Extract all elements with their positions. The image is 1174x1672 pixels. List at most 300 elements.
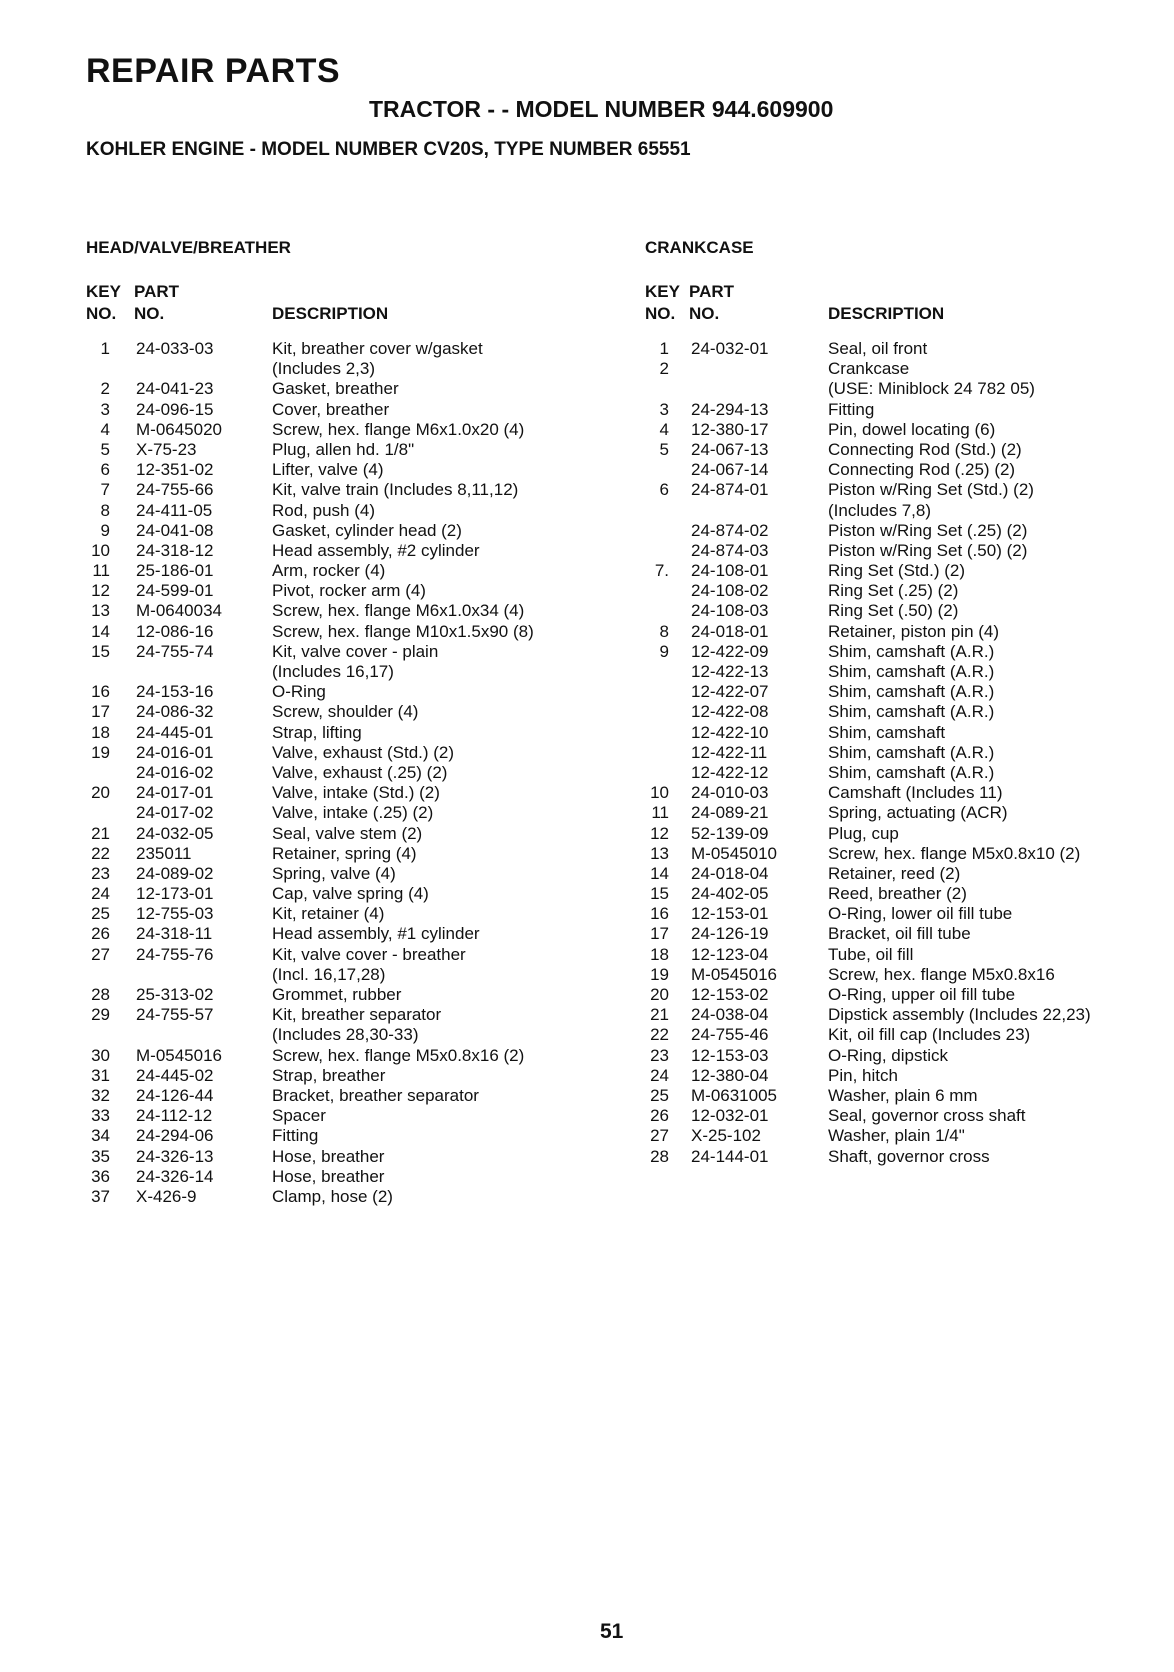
part-description: Head assembly, #1 cylinder [272,924,480,944]
part-number: 12-422-11 [691,742,768,762]
key-number: 15 [650,884,669,904]
key-number: 36 [91,1166,110,1186]
part-description: Kit, breather cover w/gasket [272,339,483,358]
key-number: 27 [650,1126,669,1146]
table-row [86,945,606,965]
key-number: 16 [650,904,669,924]
table-row [645,1025,1165,1045]
part-number: 12-422-09 [691,641,769,661]
part-description: Hose, breather [272,1146,385,1166]
part-number: X-426-9 [136,1186,197,1206]
part-description: Connecting Rod (Std.) (2) [828,439,1022,459]
part-description: Shim, camshaft (A.R.) [828,641,995,661]
table-row [86,1066,606,1086]
key-number: 22 [91,843,110,863]
part-description: O-Ring, dipstick [828,1045,948,1065]
column-headers [86,282,606,326]
part-number: 12-422-08 [691,702,769,722]
table-row [645,763,1165,783]
table-row [86,1025,606,1045]
key-number: 23 [91,863,110,883]
part-number: 24-017-02 [136,803,214,823]
part-description: Washer, plain 6 mm [828,1085,978,1105]
part-description: Strap, breather [272,1065,386,1085]
table-row [86,1086,606,1106]
table-row [645,1046,1165,1066]
key-number: 30 [91,1045,110,1065]
part-description: Screw, hex. flange M10x1.5x90 (8) [272,621,534,641]
crankcase-section [645,238,1165,1167]
part-description: Reed, breather (2) [828,884,967,904]
part-number: 12-153-03 [691,1045,769,1065]
part-number: 25-313-02 [136,985,214,1004]
table-row [645,924,1165,944]
part-description: Cover, breather [272,399,390,419]
part-number: 24-599-01 [136,581,214,601]
part-number: 12-153-02 [691,985,769,1004]
part-number: 12-422-07 [691,682,769,702]
key-number: 10 [91,540,110,560]
table-row [86,1005,606,1025]
table-row [86,1187,606,1207]
part-number: 24-126-19 [691,924,769,944]
table-row [86,924,606,944]
part-description: Seal, oil front [828,339,928,358]
part-description: O-Ring, lower oil fill tube [828,904,1013,924]
table-row [645,642,1165,662]
engine-model-heading: KOHLER ENGINE - MODEL NUMBER CV20S, TYPE NUMBER 65551 [86,139,691,160]
part-number: 24-033-03 [136,339,214,358]
part-number: 12-422-12 [691,762,769,782]
part-description: Grommet, rubber [272,985,402,1004]
part-description: Retainer, reed (2) [828,863,961,883]
part-description: Crankcase [828,359,910,379]
key-number: 34 [91,1126,110,1146]
description-header: DESCRIPTION [272,304,389,323]
parts-list [86,339,606,1207]
key-number: 24 [91,884,110,904]
part-description: Strap, lifting [272,722,362,742]
part-number: 12-351-02 [136,460,214,480]
part-description: Shim, camshaft [828,722,946,742]
key-number: 29 [91,1005,110,1025]
part-number: 24-010-03 [691,783,769,803]
part-number: 24-318-12 [136,540,214,560]
table-row [645,379,1165,399]
key-number: 9 [100,520,110,540]
part-description: Kit, valve cover - plain [272,641,439,661]
key-number: 4 [659,419,669,439]
description-header: DESCRIPTION [828,304,945,323]
table-row [86,460,606,480]
key-number: 1 [100,339,110,358]
part-description: Spring, actuating (ACR) [828,803,1008,823]
key-number: 7. [654,561,669,581]
table-row [86,824,606,844]
key-number: 13 [650,843,669,863]
key-number: 4 [100,419,110,439]
key-number: 12 [650,823,669,843]
key-number: 11 [651,803,669,823]
part-description: Screw, hex. flange M5x0.8x16 [828,964,1055,984]
key-number: 27 [91,944,110,964]
key-number: 8 [100,500,110,520]
table-row [645,480,1165,500]
part-header-top: PART [134,282,180,301]
part-description: Head assembly, #2 cylinder [272,540,480,560]
key-header-bottom: NO. [645,304,676,323]
part-description: Kit, valve train (Includes 8,11,12) [272,480,519,500]
table-row [86,1167,606,1187]
table-row [645,622,1165,642]
part-number: M-0631005 [691,1085,778,1105]
part-description: Pivot, rocker arm (4) [272,581,426,601]
key-number: 22 [650,1025,669,1045]
key-number: 20 [91,783,110,803]
key-number: 1 [659,339,669,358]
table-row [86,844,606,864]
table-row [86,1126,606,1146]
part-description: Bracket, oil fill tube [828,924,971,944]
part-description: Screw, hex. flange M6x1.0x34 (4) [272,601,525,621]
part-description: (USE: Miniblock 24 782 05) [828,379,1035,399]
part-description: Rod, push (4) [272,500,375,520]
part-number: M-0545010 [691,843,778,863]
part-number: 12-422-10 [691,722,769,742]
part-number: 24-089-02 [136,863,214,883]
table-row [86,440,606,460]
part-number: 24-755-66 [136,480,214,500]
key-number: 18 [91,722,110,742]
part-description: Shim, camshaft (A.R.) [828,762,995,782]
part-number: 24-018-01 [691,621,769,641]
key-header-bottom: NO. [86,304,117,323]
part-description: Shim, camshaft (A.R.) [828,702,995,722]
key-number: 21 [650,1005,669,1025]
table-row [645,601,1165,621]
part-number: X-25-102 [691,1126,761,1146]
key-number: 20 [650,985,669,1004]
table-row [645,339,1165,359]
table-row [645,1066,1165,1086]
part-number: 24-874-03 [691,540,769,560]
key-number: 10 [650,783,669,803]
table-row [645,884,1165,904]
table-row [645,1005,1165,1025]
part-description: Seal, governor cross shaft [828,1106,1026,1126]
part-number: 12-173-01 [136,884,214,904]
key-number: 33 [91,1106,110,1126]
table-row [645,501,1165,521]
part-description: (Incl. 16,17,28) [272,964,386,984]
part-number: 24-017-01 [136,783,214,803]
key-number: 17 [91,702,110,722]
table-row [645,359,1165,379]
table-row [86,803,606,823]
part-description: Screw, shoulder (4) [272,702,419,722]
table-row [86,581,606,601]
part-description: Connecting Rod (.25) (2) [828,460,1016,480]
part-description: Plug, cup [828,823,899,843]
part-description: Ring Set (.50) (2) [828,601,959,621]
part-number: 24-086-32 [136,702,214,722]
part-description: Pin, dowel locating (6) [828,419,996,439]
key-number: 6 [100,460,110,480]
table-row [645,965,1165,985]
table-row [645,581,1165,601]
table-row [86,884,606,904]
table-row [86,622,606,642]
part-number: 24-874-01 [691,480,769,500]
part-number: 24-067-14 [691,460,769,480]
part-number: 24-126-44 [136,1085,214,1105]
tractor-model-heading: TRACTOR - - MODEL NUMBER 944.609900 [369,96,834,122]
key-number: 23 [650,1045,669,1065]
key-number: 5 [100,439,110,459]
part-number: 24-067-13 [691,439,769,459]
table-row [86,521,606,541]
part-number: 24-041-23 [136,379,214,399]
table-row [86,904,606,924]
part-number: 24-755-57 [136,1005,214,1025]
part-description: Bracket, breather separator [272,1085,479,1105]
part-number: 12-422-13 [691,662,769,681]
key-number: 28 [650,1146,669,1166]
table-row [86,985,606,1005]
part-number: 24-016-01 [136,742,214,762]
table-row [86,864,606,884]
part-number: 24-108-03 [691,601,769,621]
part-number: 12-380-04 [691,1065,769,1085]
part-description: Spacer [272,1106,326,1126]
part-number: 12-755-03 [136,904,214,924]
part-number: M-0545016 [136,1045,223,1065]
part-number: 24-041-08 [136,520,214,540]
part-number: 24-153-16 [136,682,214,702]
key-number: 24 [650,1065,669,1085]
part-number: 24-294-13 [691,399,769,419]
table-row [86,501,606,521]
part-description: Dipstick assembly (Includes 22,23) [828,1005,1091,1025]
key-number: 14 [650,863,669,883]
table-row [86,965,606,985]
key-number: 3 [659,399,669,419]
table-row [86,1046,606,1066]
part-description: Retainer, piston pin (4) [828,621,1000,641]
table-row [645,682,1165,702]
key-number: 17 [650,924,669,944]
table-row [86,783,606,803]
key-number: 5 [659,439,669,459]
part-description: Gasket, cylinder head (2) [272,520,462,540]
key-number: 7 [100,480,110,500]
table-row [86,379,606,399]
key-number: 8 [659,621,669,641]
part-description: Kit, valve cover - breather [272,944,466,964]
part-number: 24-294-06 [136,1126,214,1146]
part-description: Arm, rocker (4) [272,561,386,581]
part-description: Fitting [828,399,875,419]
part-number: 24-445-02 [136,1065,214,1085]
part-number: 24-411-05 [136,500,213,520]
part-description: Piston w/Ring Set (Std.) (2) [828,480,1034,500]
key-number: 21 [91,823,110,843]
part-description: Cap, valve spring (4) [272,884,429,904]
part-number: 24-755-46 [691,1025,769,1045]
table-row [645,844,1165,864]
key-number: 19 [650,964,669,984]
key-number: 28 [91,985,110,1004]
part-number: 24-108-02 [691,581,769,601]
part-description: Screw, hex. flange M5x0.8x16 (2) [272,1045,525,1065]
part-description: Screw, hex. flange M5x0.8x10 (2) [828,843,1081,863]
part-description: Piston w/Ring Set (.50) (2) [828,540,1028,560]
table-row [645,702,1165,722]
part-number: 24-144-01 [691,1146,769,1166]
part-number: 24-326-13 [136,1146,214,1166]
part-description: O-Ring [272,682,326,702]
part-description: Valve, intake (.25) (2) [272,803,434,823]
part-description: Shim, camshaft (A.R.) [828,682,995,702]
table-row [86,743,606,763]
table-row [645,662,1165,682]
table-row [86,359,606,379]
key-number: 11 [92,561,110,581]
key-number: 12 [91,581,110,601]
section-title: CRANKCASE [645,238,754,257]
key-number: 26 [91,924,110,944]
part-number: 24-032-01 [691,339,769,358]
part-number: 24-326-14 [136,1166,214,1186]
table-row [86,339,606,359]
part-number: 24-755-74 [136,641,214,661]
table-row [86,1147,606,1167]
table-row [645,521,1165,541]
column-headers [645,282,1165,326]
key-number: 25 [650,1085,669,1105]
table-row [645,1086,1165,1106]
part-number: 235011 [136,843,192,863]
table-row [86,662,606,682]
part-description: Retainer, spring (4) [272,843,417,863]
table-row [86,682,606,702]
part-description: (Includes 7,8) [828,500,931,520]
table-row [645,440,1165,460]
table-row [645,460,1165,480]
table-row [645,803,1165,823]
part-number: 12-153-01 [691,904,769,924]
table-row [86,723,606,743]
key-number: 13 [91,601,110,621]
part-header-top: PART [689,282,735,301]
part-description: Lifter, valve (4) [272,460,384,480]
part-description: (Includes 2,3) [272,359,375,379]
part-description: Washer, plain 1/4" [828,1126,965,1146]
section-title: HEAD/VALVE/BREATHER [86,238,291,257]
table-row [86,561,606,581]
part-description: Clamp, hose (2) [272,1186,393,1206]
part-description: Valve, exhaust (.25) (2) [272,762,448,782]
page-title: REPAIR PARTS [86,52,341,90]
part-description: Tube, oil fill [828,944,914,964]
key-number: 37 [91,1186,110,1206]
key-number: 14 [91,621,110,641]
part-description: Fitting [272,1126,319,1146]
part-number: 24-108-01 [691,561,769,581]
part-number: 12-380-17 [691,419,769,439]
key-number: 25 [91,904,110,924]
part-number: 24-112-12 [136,1106,213,1126]
part-description: Valve, intake (Std.) (2) [272,783,440,803]
part-description: Hose, breather [272,1166,385,1186]
table-row [86,642,606,662]
part-number: 24-096-15 [136,399,214,419]
part-number: 25-186-01 [136,561,214,581]
key-number: 15 [91,641,110,661]
table-row [86,480,606,500]
part-description: Ring Set (.25) (2) [828,581,959,601]
part-description: Shim, camshaft (A.R.) [828,662,995,681]
table-row [86,420,606,440]
table-row [645,723,1165,743]
key-number: 3 [100,399,110,419]
part-description: Shim, camshaft (A.R.) [828,742,995,762]
table-row [645,743,1165,763]
table-row [645,400,1165,420]
table-row [645,541,1165,561]
key-header-top: KEY [86,282,121,301]
part-number: 52-139-09 [691,823,769,843]
part-number: 24-755-76 [136,944,214,964]
key-number: 16 [91,682,110,702]
table-row [645,1147,1165,1167]
part-description: Valve, exhaust (Std.) (2) [272,742,455,762]
key-number: 2 [659,359,669,379]
part-description: Shaft, governor cross [828,1146,990,1166]
key-number: 9 [659,641,669,661]
part-number: 12-123-04 [691,944,769,964]
part-number: 24-038-04 [691,1005,769,1025]
part-number: M-0645020 [136,419,223,439]
head-valve-breather-section [86,238,606,1207]
part-number: X-75-23 [136,439,197,459]
table-row [86,1106,606,1126]
part-number: 24-018-04 [691,863,769,883]
key-number: 18 [650,944,669,964]
table-row [645,783,1165,803]
table-row [645,824,1165,844]
part-number: 24-402-05 [691,884,769,904]
part-description: Kit, retainer (4) [272,904,385,924]
key-number: 2 [100,379,110,399]
part-header-bottom: NO. [689,304,720,323]
part-number: M-0545016 [691,964,778,984]
table-row [645,561,1165,581]
part-description: Screw, hex. flange M6x1.0x20 (4) [272,419,525,439]
part-description: (Includes 28,30-33) [272,1025,419,1045]
table-row [645,864,1165,884]
key-number: 19 [91,742,110,762]
key-number: 35 [91,1146,110,1166]
part-number: M-0640034 [136,601,223,621]
table-row [645,420,1165,440]
key-number: 6 [659,480,669,500]
key-number: 31 [91,1065,110,1085]
table-row [645,1106,1165,1126]
key-number: 26 [650,1106,669,1126]
table-row [86,702,606,722]
part-description: Seal, valve stem (2) [272,823,423,843]
